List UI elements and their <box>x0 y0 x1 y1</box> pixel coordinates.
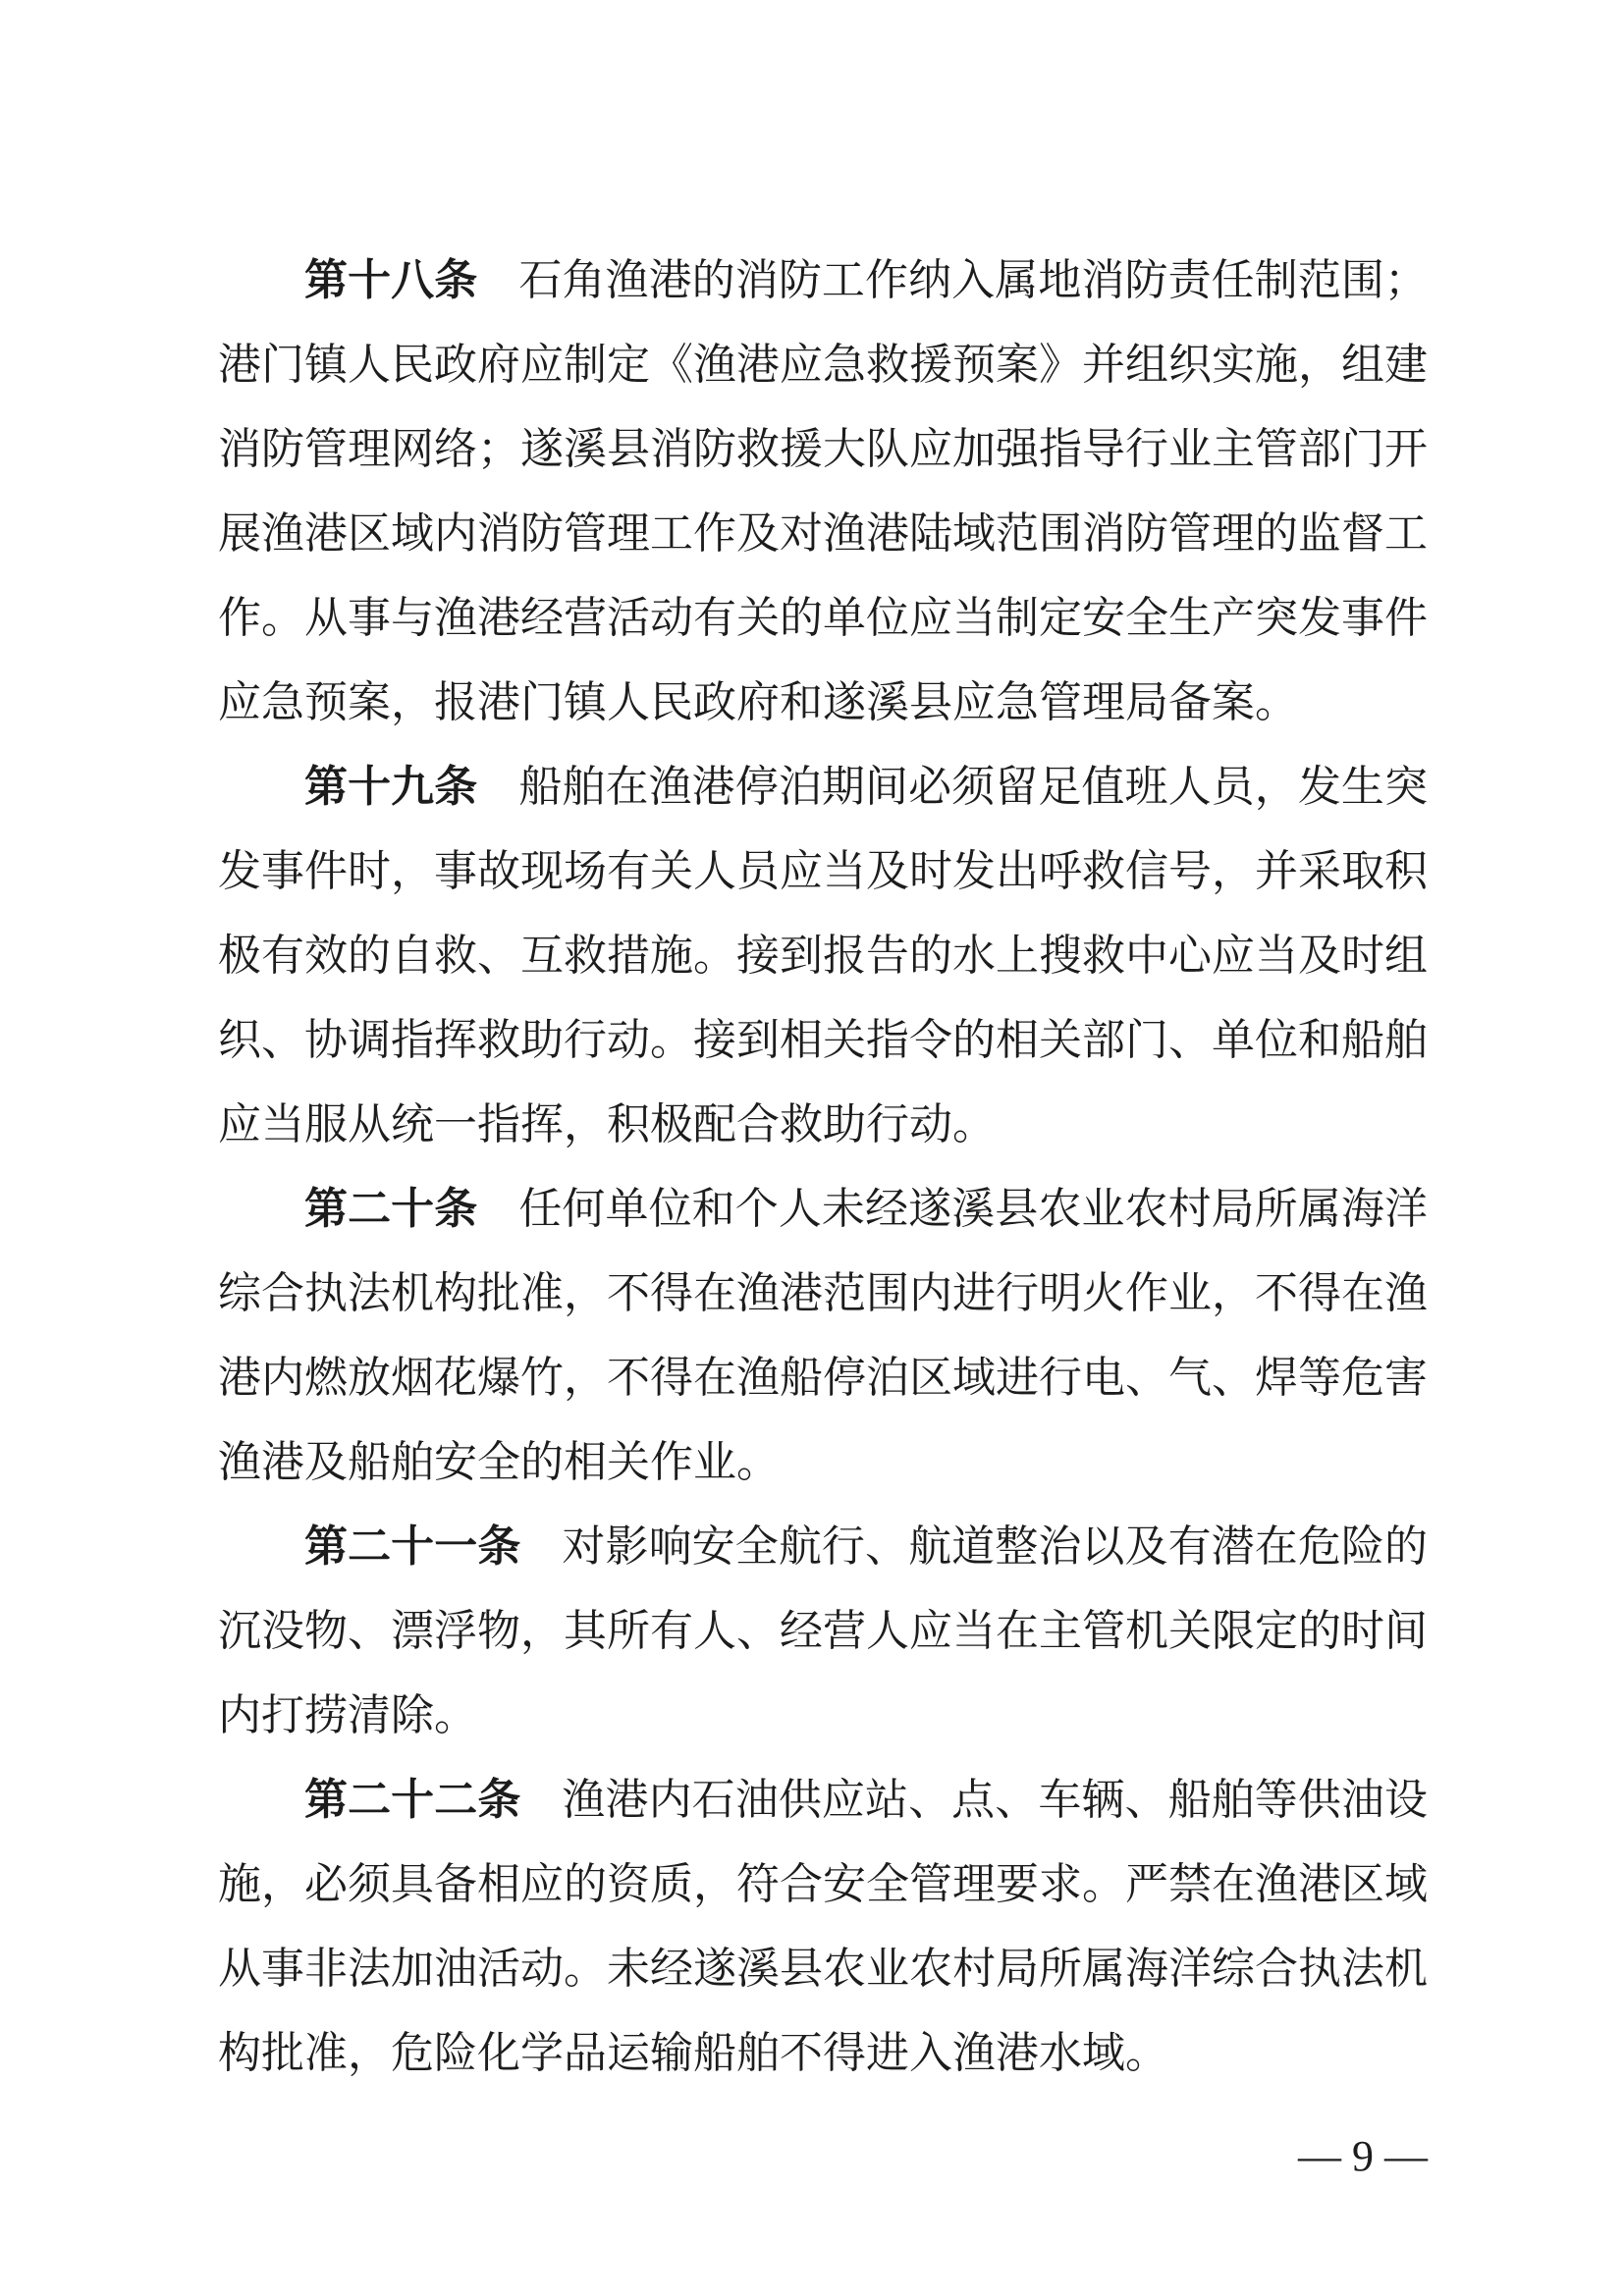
article-heading: 第十九条 <box>304 763 478 811</box>
page-number: — 9 — <box>1298 2132 1428 2180</box>
article-paragraph <box>218 1167 1428 1505</box>
article-heading: 第二十二条 <box>304 1776 521 1824</box>
article-body-text: 对影响安全航行、航道整治以及有潜在危险的沉没物、漂浮物，其所有人、经营人应当在主管机关限定的时间内打捞清除。 <box>218 1522 1429 1739</box>
article-body-text: 任何单位和个人未经遂溪县农业农村局所属海洋综合执法机构批准，不得在渔港范围内进行明火作业，不得在渔港内燃放烟花爆竹，不得在渔船停泊区域进行电、气、焊等危害渔港及船舶安全的相关作业。 <box>218 1185 1429 1486</box>
article-paragraph <box>218 1505 1428 1758</box>
article-body-text: 渔港内石油供应站、点、车辆、船舶等供油设施，必须具备相应的资质，符合安全管理要求。严禁在渔港区域从事非法加油活动。未经遂溪县农业农村局所属海洋综合执法机构批准，危险化学品运输船舶不得进入渔港水域。 <box>218 1776 1429 2077</box>
article-paragraph <box>218 1758 1428 2096</box>
article-heading: 第十八条 <box>304 256 478 304</box>
article-paragraph <box>218 745 1428 1167</box>
document-body <box>218 239 1428 2096</box>
article-paragraph <box>218 239 1428 745</box>
article-body-text: 船舶在渔港停泊期间必须留足值班人员，发生突发事件时，事故现场有关人员应当及时发出呼救信号，并采取积极有效的自救、互救措施。接到报告的水上搜救中心应当及时组织、协调指挥救助行动。接到相关指令的相关部门、单位和船舶应当服从统一指挥，积极配合救助行动。 <box>218 763 1429 1148</box>
article-heading: 第二十条 <box>304 1185 478 1233</box>
article-body-text: 石角渔港的消防工作纳入属地消防责任制范围；港门镇人民政府应制定《渔港应急救援预案》并组织实施，组建消防管理网络；遂溪县消防救援大队应加强指导行业主管部门开展渔港区域内消防管理工作及对渔港陆域范围消防管理的监督工作。从事与渔港经营活动有关的单位应当制定安全生产突发事件应急预案，报港门镇人民政府和遂溪县应急管理局备案。 <box>218 256 1429 726</box>
article-heading: 第二十一条 <box>304 1522 521 1571</box>
